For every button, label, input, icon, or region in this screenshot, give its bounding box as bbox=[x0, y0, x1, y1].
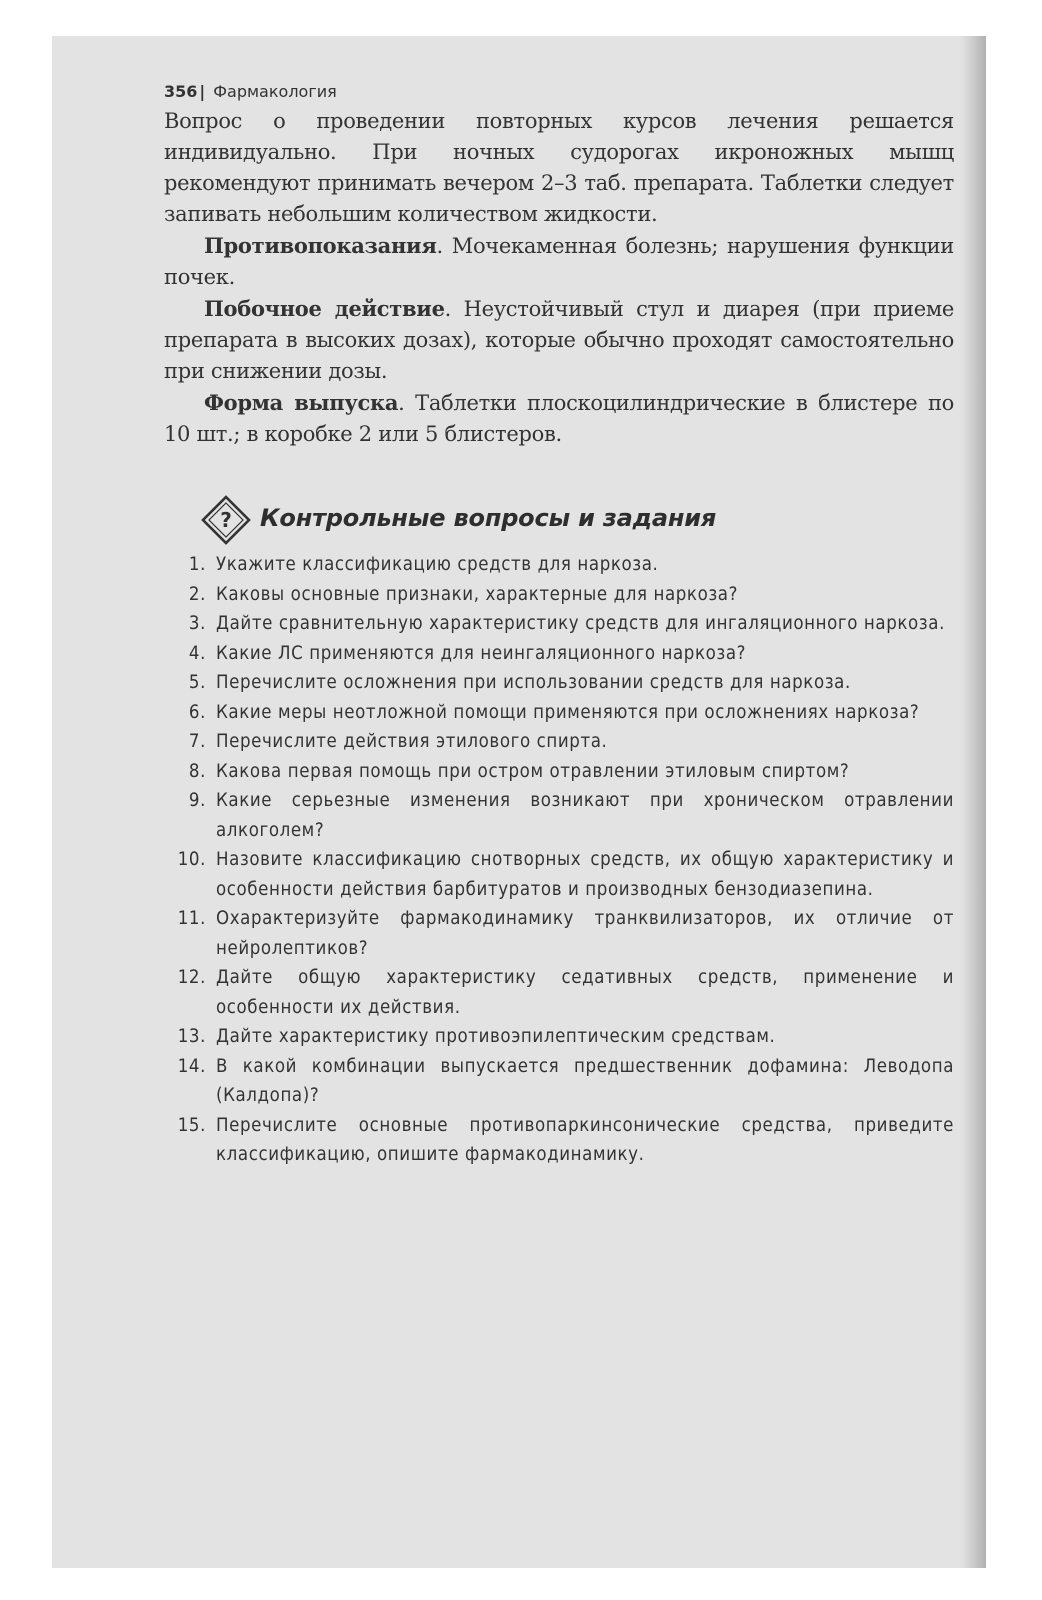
question-item bbox=[164, 757, 954, 787]
paragraph-heading: Побочное действие bbox=[204, 296, 445, 321]
question-text: Дайте общую характеристику седативных средств, применение и особенности их действия. bbox=[216, 967, 954, 1018]
question-text: Какова первая помощь при остром отравлении этиловым спиртом? bbox=[216, 760, 850, 782]
question-number: 1. bbox=[188, 554, 206, 575]
question-diamond-icon bbox=[200, 494, 252, 546]
body-text bbox=[164, 106, 954, 450]
question-text: Каковы основные признаки, характерные для наркоза? bbox=[216, 583, 739, 605]
question-number: 10. bbox=[177, 849, 206, 870]
question-number: 5. bbox=[188, 672, 206, 693]
question-number: 15. bbox=[177, 1114, 206, 1136]
question-text: Назовите классификацию снотворных средств, их общую характеристику и особенности действия барбитуратов и производных бензодиазепина. bbox=[216, 849, 954, 900]
question-text: В какой комбинации выпускается предшественник дофамина: Леводопа (Калдопа)? bbox=[216, 1055, 954, 1106]
question-item bbox=[164, 963, 954, 1022]
question-number: 13. bbox=[177, 1026, 206, 1047]
scanned-page bbox=[52, 36, 986, 1568]
section-title: Контрольные вопросы и задания bbox=[260, 504, 717, 532]
section-heading bbox=[164, 490, 954, 544]
question-item bbox=[164, 639, 954, 669]
page-content bbox=[164, 78, 954, 1170]
question-item bbox=[164, 1052, 954, 1111]
svg-text:?: ? bbox=[220, 508, 232, 532]
paragraph bbox=[164, 293, 954, 387]
paragraph-text: . Неустойчивый стул и диарея (при приеме препарата в высоких дозах), которые обычно проходят самостоятельно при снижении дозы. bbox=[164, 297, 954, 383]
question-number: 7. bbox=[188, 731, 206, 752]
running-title: Фармакология bbox=[213, 82, 337, 101]
question-item bbox=[164, 668, 954, 698]
paragraph-text: . Таблетки плоскоцилиндрические в блистере по 10 шт.; в коробке 2 или 5 блистеров. bbox=[164, 391, 955, 446]
paragraph bbox=[164, 106, 954, 230]
question-number: 3. bbox=[188, 613, 206, 634]
question-text: Перечислите осложнения при использовании средств для наркоза. bbox=[216, 672, 851, 693]
question-item bbox=[164, 1111, 954, 1170]
question-text: Дайте характеристику противоэпилептическим средствам. bbox=[216, 1026, 776, 1047]
question-number: 8. bbox=[188, 760, 206, 782]
question-item bbox=[164, 609, 954, 639]
question-item bbox=[164, 1022, 954, 1052]
question-item bbox=[164, 727, 954, 757]
questions-list bbox=[164, 550, 954, 1170]
paragraph bbox=[164, 387, 954, 450]
question-item bbox=[164, 786, 954, 845]
question-text: Какие серьезные изменения возникают при хроническом отравлении алкоголем? bbox=[216, 790, 954, 841]
question-number: 12. bbox=[177, 967, 206, 988]
question-number: 6. bbox=[188, 701, 206, 723]
question-item bbox=[164, 580, 954, 610]
page-gutter-shadow bbox=[960, 36, 986, 1568]
paragraph-heading: Противопоказания bbox=[204, 233, 437, 258]
paragraph-text: Вопрос о проведении повторных курсов лечения решается индивидуально. При ночных судорогах икроножных мышц рекомендуют принимать вечером 2–3 таб. препарата. Таблетки следует запивать небольшим количеством жидкости. bbox=[164, 109, 954, 226]
question-text: Какие ЛС применяются для неингаляционного наркоза? bbox=[216, 642, 747, 664]
paragraph bbox=[164, 230, 954, 293]
question-text: Какие меры неотложной помощи применяются при осложнениях наркоза? bbox=[216, 701, 920, 723]
question-number: 9. bbox=[188, 790, 206, 811]
question-text: Дайте сравнительную характеристику средств для ингаляционного наркоза. bbox=[216, 613, 945, 634]
question-text: Перечислите основные противопаркинсонические средства, приведите классификацию, опишите фармакодинамику. bbox=[216, 1114, 954, 1165]
question-item bbox=[164, 550, 954, 580]
question-text: Охарактеризуйте фармакодинамику транквилизаторов, их отличие от нейролептиков? bbox=[216, 908, 954, 959]
question-item bbox=[164, 698, 954, 728]
question-number: 4. bbox=[188, 642, 206, 664]
question-number: 14. bbox=[177, 1055, 206, 1077]
question-text: Перечислите действия этилового спирта. bbox=[216, 731, 608, 752]
question-item bbox=[164, 904, 954, 963]
paragraph-text: . Мочекаменная болезнь; нарушения функции почек. bbox=[164, 234, 954, 289]
question-item bbox=[164, 845, 954, 904]
paragraph-heading: Форма выпуска bbox=[204, 390, 399, 415]
question-number: 11. bbox=[177, 908, 206, 929]
header-separator: | bbox=[199, 82, 206, 101]
running-header bbox=[164, 78, 954, 106]
question-text: Укажите классификацию средств для наркоза. bbox=[216, 554, 659, 575]
question-number: 2. bbox=[188, 583, 206, 605]
page-number: 356 bbox=[164, 82, 198, 101]
